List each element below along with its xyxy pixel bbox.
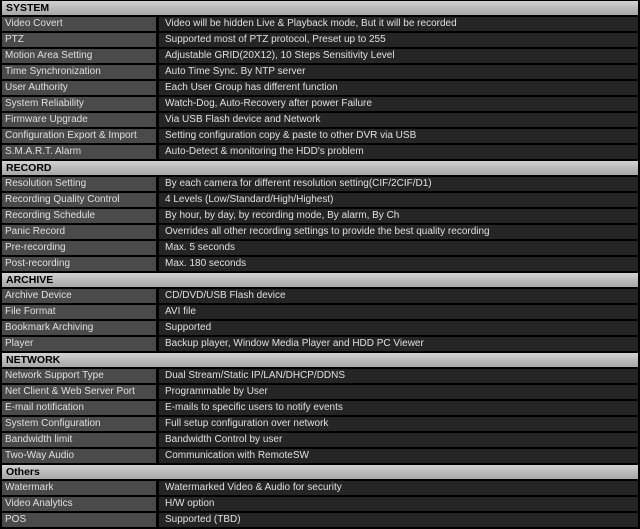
spec-value: Bandwidth Control by user	[159, 433, 638, 447]
section-header: NETWORK	[2, 353, 638, 367]
spec-row	[2, 417, 638, 431]
spec-row	[2, 449, 638, 463]
spec-label: User Authority	[2, 81, 156, 95]
spec-value: CD/DVD/USB Flash device	[159, 289, 638, 303]
spec-row	[2, 129, 638, 143]
spec-value: Via USB Flash device and Network	[159, 113, 638, 127]
spec-row	[2, 113, 638, 127]
spec-row	[2, 337, 638, 351]
spec-label: File Format	[2, 305, 156, 319]
spec-label: S.M.A.R.T. Alarm	[2, 145, 156, 159]
spec-value: Each User Group has different function	[159, 81, 638, 95]
spec-label: Recording Schedule	[2, 209, 156, 223]
spec-label: POS	[2, 513, 156, 527]
spec-row	[2, 369, 638, 383]
spec-row	[2, 305, 638, 319]
spec-row	[2, 497, 638, 511]
spec-value: Auto Time Sync. By NTP server	[159, 65, 638, 79]
spec-label: Archive Device	[2, 289, 156, 303]
spec-label: Watermark	[2, 481, 156, 495]
section-network	[2, 353, 638, 463]
spec-value: Full setup configuration over network	[159, 417, 638, 431]
spec-value: Setting configuration copy & paste to other DVR via USB	[159, 129, 638, 143]
spec-row	[2, 289, 638, 303]
spec-label: Player	[2, 337, 156, 351]
spec-label: Motion Area Setting	[2, 49, 156, 63]
spec-row	[2, 49, 638, 63]
spec-value: By hour, by day, by recording mode, By alarm, By Ch	[159, 209, 638, 223]
section-record	[2, 161, 638, 271]
spec-label: Time Synchronization	[2, 65, 156, 79]
section-others	[2, 465, 638, 527]
spec-label: Recording Quality Control	[2, 193, 156, 207]
spec-value: Supported most of PTZ protocol, Preset up to 255	[159, 33, 638, 47]
spec-row	[2, 433, 638, 447]
spec-label: Resolution Setting	[2, 177, 156, 191]
spec-label: Post-recording	[2, 257, 156, 271]
spec-label: Firmware Upgrade	[2, 113, 156, 127]
section-header: SYSTEM	[2, 1, 638, 15]
spec-value: Max. 5 seconds	[159, 241, 638, 255]
spec-row	[2, 97, 638, 111]
spec-value: Video will be hidden Live & Playback mode, But it will be recorded	[159, 17, 638, 31]
spec-row	[2, 81, 638, 95]
spec-row	[2, 209, 638, 223]
spec-row	[2, 17, 638, 31]
spec-label: Video Covert	[2, 17, 156, 31]
spec-value: Watermarked Video & Audio for security	[159, 481, 638, 495]
spec-value: Supported (TBD)	[159, 513, 638, 527]
spec-label: Bookmark Archiving	[2, 321, 156, 335]
spec-value: 4 Levels (Low/Standard/High/Highest)	[159, 193, 638, 207]
spec-value: AVI file	[159, 305, 638, 319]
spec-value: Supported	[159, 321, 638, 335]
spec-label: PTZ	[2, 33, 156, 47]
spec-value: E-mails to specific users to notify events	[159, 401, 638, 415]
spec-value: Backup player, Window Media Player and HDD PC Viewer	[159, 337, 638, 351]
spec-value: By each camera for different resolution setting(CIF/2CIF/D1)	[159, 177, 638, 191]
section-archive	[2, 273, 638, 351]
spec-row	[2, 481, 638, 495]
section-header: RECORD	[2, 161, 638, 175]
spec-label: System Configuration	[2, 417, 156, 431]
spec-row	[2, 257, 638, 271]
section-system	[2, 1, 638, 159]
spec-row	[2, 193, 638, 207]
spec-label: Network Support Type	[2, 369, 156, 383]
spec-label: Bandwidth limit	[2, 433, 156, 447]
spec-value: Max. 180 seconds	[159, 257, 638, 271]
section-header: ARCHIVE	[2, 273, 638, 287]
spec-row	[2, 385, 638, 399]
spec-value: Dual Stream/Static IP/LAN/DHCP/DDNS	[159, 369, 638, 383]
spec-value: Overrides all other recording settings to provide the best quality recording	[159, 225, 638, 239]
spec-label: Configuration Export & Import	[2, 129, 156, 143]
spec-sheet	[2, 0, 638, 529]
spec-value: Watch-Dog, Auto-Recovery after power Failure	[159, 97, 638, 111]
spec-row	[2, 513, 638, 527]
spec-row	[2, 33, 638, 47]
spec-label: Pre-recording	[2, 241, 156, 255]
spec-row	[2, 401, 638, 415]
spec-row	[2, 321, 638, 335]
spec-label: Panic Record	[2, 225, 156, 239]
spec-label: System Reliability	[2, 97, 156, 111]
spec-row	[2, 145, 638, 159]
spec-value: H/W option	[159, 497, 638, 511]
spec-label: Two-Way Audio	[2, 449, 156, 463]
spec-value: Programmable by User	[159, 385, 638, 399]
spec-label: Video Analytics	[2, 497, 156, 511]
spec-row	[2, 177, 638, 191]
spec-value: Adjustable GRID(20X12), 10 Steps Sensitivity Level	[159, 49, 638, 63]
spec-value: Communication with RemoteSW	[159, 449, 638, 463]
spec-label: E-mail notification	[2, 401, 156, 415]
spec-row	[2, 241, 638, 255]
spec-row	[2, 225, 638, 239]
spec-label: Net Client & Web Server Port	[2, 385, 156, 399]
spec-value: Auto-Detect & monitoring the HDD's problem	[159, 145, 638, 159]
section-header: Others	[2, 465, 638, 479]
spec-row	[2, 65, 638, 79]
